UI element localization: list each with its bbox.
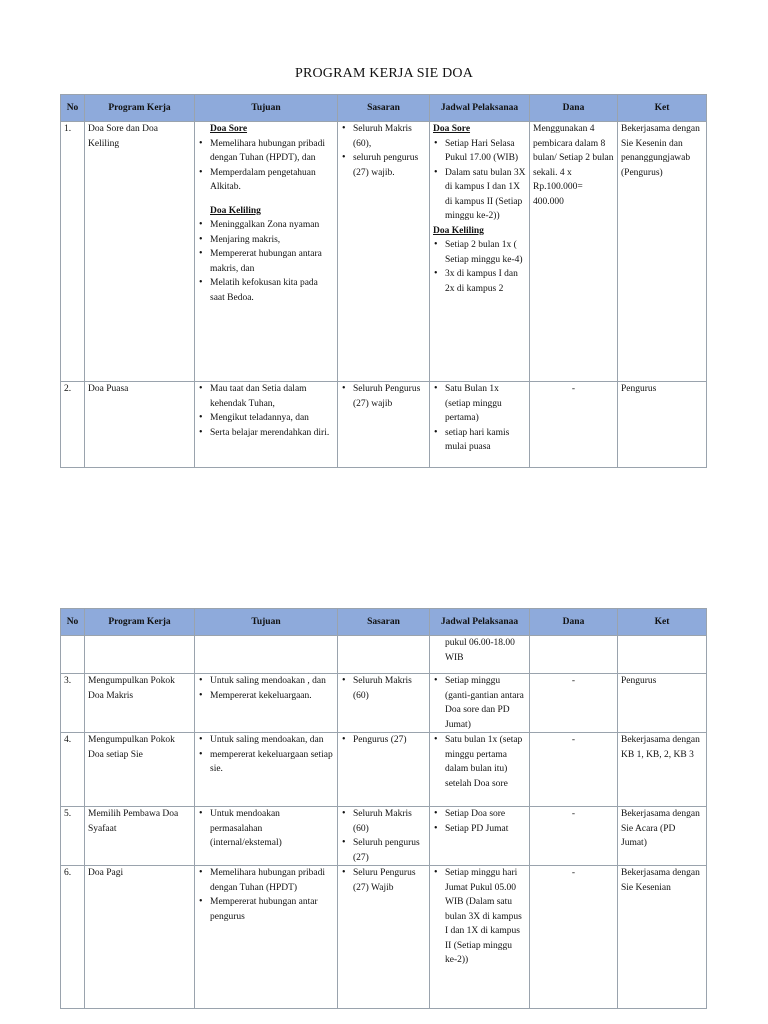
cell-jadwal xyxy=(430,674,530,733)
list-item: • Satu Bulan 1x (setiap minggu pertama) xyxy=(445,382,526,426)
list-item: • Serta belajar merendahkan diri. xyxy=(210,426,334,441)
list-item: • Untuk mendoakan permasalahan (internal/ekstemal) xyxy=(210,807,334,851)
table-row xyxy=(61,122,707,382)
list-item: • seluruh pengurus (27) wajib. xyxy=(353,151,426,180)
header-ket: Ket xyxy=(618,95,707,122)
list-item: • Seluruh Pengurus (27) wajib xyxy=(353,382,426,411)
table-row xyxy=(61,674,707,733)
cell-sasaran xyxy=(338,382,430,468)
list-item: • Menjaring makris, xyxy=(210,233,334,248)
header-no: No xyxy=(61,609,85,636)
list-item: • 3x di kampus I dan 2x di kampus 2 xyxy=(445,267,526,296)
list-item: • Dalam satu bulan 3X di kampus I dan 1X di kampus II (Setiap minggu ke-2)) xyxy=(445,166,526,224)
list-item: • Seluruh Makris (60) xyxy=(353,807,426,836)
list-item: • Setiap Hari Selasa Pukul 17.00 (WIB) xyxy=(445,137,526,166)
cell-program: Doa Pagi xyxy=(85,866,195,1009)
list-item: • Seluruh Makris (60), xyxy=(353,122,426,151)
list-item: • Melatih kefokusan kita pada saat Bedoa. xyxy=(210,276,334,305)
cell-dana: Menggunakan 4 pembicara dalam 8 bulan/ Setiap 2 bulan sekali. 4 x Rp.100.000= 400.000 xyxy=(530,122,618,382)
cell-tujuan xyxy=(195,733,338,807)
list-item: • setiap hari kamis mulai puasa xyxy=(445,426,526,455)
list-item: • Untuk saling mendoakan , dan xyxy=(210,674,334,689)
list-item: • Mau taat dan Setia dalam kehendak Tuhan, xyxy=(210,382,334,411)
cell-ket: Bekerjasama dengan Sie Kesenin dan penanggungjawab (Pengurus) xyxy=(618,122,707,382)
table-row xyxy=(61,866,707,1009)
program-table-1 xyxy=(60,94,707,468)
cell-no: 6. xyxy=(61,866,85,1009)
program-table-2 xyxy=(60,608,707,1009)
continued-text: pukul 06.00-18.00 WIB xyxy=(445,638,515,663)
cell-sasaran xyxy=(338,866,430,1009)
cell-tujuan xyxy=(195,866,338,1009)
list-item: • Satu bulan 1x (setap minggu pertama dalam bulan itu) setelah Doa sore xyxy=(445,733,526,791)
table-row xyxy=(61,382,707,468)
list-item: • Seluru Pengurus (27) Wajib xyxy=(353,866,426,895)
cell-ket: Pengurus xyxy=(618,382,707,468)
cell-program: Mengumpulkan Pokok Doa Makris xyxy=(85,674,195,733)
cell-dana: - xyxy=(530,866,618,1009)
list-item: • Memelihara hubungan pribadi dengan Tuhan (HPDT) xyxy=(210,866,334,895)
list-item: • Setiap minggu (ganti-gantian antara Doa sore dan PD Jumat) xyxy=(445,674,526,732)
header-tujuan: Tujuan xyxy=(195,95,338,122)
table-row xyxy=(61,636,707,674)
header-sasaran: Sasaran xyxy=(338,609,430,636)
list-item: • Seluruh Makris (60) xyxy=(353,674,426,703)
cell-ket: Bekerjasama dengan Sie Acara (PD Jumat) xyxy=(618,807,707,866)
cell-no: 1. xyxy=(61,122,85,382)
cell-jadwal xyxy=(430,122,530,382)
cell-ket: Bekerjasama dengan Sie Kesenian xyxy=(618,866,707,1009)
page-title: PROGRAM KERJA SIE DOA xyxy=(294,66,474,81)
cell-program: Mengumpulkan Pokok Doa setiap Sie xyxy=(85,733,195,807)
header-program: Program Kerja xyxy=(85,95,195,122)
list-item: • Mempererat kekeluargaan. xyxy=(210,689,334,704)
list-item: • Setiap PD Jumat xyxy=(445,822,526,837)
table-header-row xyxy=(61,95,707,122)
header-no: No xyxy=(61,95,85,122)
cell-ket: Bekerjasama dengan KB 1, KB, 2, KB 3 xyxy=(618,733,707,807)
cell-tujuan xyxy=(195,674,338,733)
cell-dana: - xyxy=(530,733,618,807)
cell-jadwal xyxy=(430,866,530,1009)
list-item: • Mengikut teladannya, dan xyxy=(210,411,334,426)
list-item: • mempererat kekeluargaan setiap sie. xyxy=(210,748,334,777)
list-item: • Mempererat hubungan antara makris, dan xyxy=(210,247,334,276)
cell-no: 3. xyxy=(61,674,85,733)
subheading-doa-keliling: Doa Keliling xyxy=(433,225,484,236)
list-item: • Setiap Doa sore xyxy=(445,807,526,822)
cell-no: 4. xyxy=(61,733,85,807)
list-item: • Pengurus (27) xyxy=(353,733,426,748)
cell-sasaran xyxy=(338,807,430,866)
cell-jadwal xyxy=(430,636,530,674)
table-header-row xyxy=(61,609,707,636)
cell-jadwal xyxy=(430,733,530,807)
subheading-doa-keliling: Doa Keliling xyxy=(210,205,261,216)
header-jadwal: Jadwal Pelaksanaa xyxy=(430,95,530,122)
cell-sasaran xyxy=(338,733,430,807)
cell-no: 2. xyxy=(61,382,85,468)
list-item: • Setiap 2 bulan 1x ( Setiap minggu ke-4) xyxy=(445,238,526,267)
table-row xyxy=(61,733,707,807)
subheading-doa-sore: Doa Sore xyxy=(210,124,248,134)
cell-no: 5. xyxy=(61,807,85,866)
list-item: • Untuk saling mendoakan, dan xyxy=(210,733,334,748)
cell-dana: - xyxy=(530,382,618,468)
list-item: • Setiap minggu hari Jumat Pukul 05.00 WIB (Dalam satu bulan 3X di kampus I dan 1X di kampus II (Setiap minggu ke-2)) xyxy=(445,866,526,968)
cell-program: Doa Puasa xyxy=(85,382,195,468)
header-tujuan: Tujuan xyxy=(195,609,338,636)
header-jadwal: Jadwal Pelaksanaa xyxy=(430,609,530,636)
cell-jadwal xyxy=(430,807,530,866)
cell-tujuan xyxy=(195,807,338,866)
table-row xyxy=(61,807,707,866)
cell-tujuan xyxy=(195,122,338,382)
header-dana: Dana xyxy=(530,609,618,636)
subheading-doa-sore: Doa Sore xyxy=(433,124,471,134)
header-program: Program Kerja xyxy=(85,609,195,636)
list-item: • Memperdalam pengetahuan Alkitab. xyxy=(210,166,334,195)
cell-ket: Pengurus xyxy=(618,674,707,733)
header-ket: Ket xyxy=(618,609,707,636)
cell-jadwal xyxy=(430,382,530,468)
header-sasaran: Sasaran xyxy=(338,95,430,122)
cell-sasaran xyxy=(338,674,430,733)
cell-tujuan xyxy=(195,382,338,468)
cell-dana: - xyxy=(530,807,618,866)
list-item: • Mempererat hubungan antar pengurus xyxy=(210,895,334,924)
cell-dana: - xyxy=(530,674,618,733)
list-item: • Memelihara hubungan pribadi dengan Tuhan (HPDT), dan xyxy=(210,137,334,166)
header-dana: Dana xyxy=(530,95,618,122)
cell-sasaran xyxy=(338,122,430,382)
cell-program: Doa Sore dan Doa Keliling xyxy=(85,122,195,382)
list-item: • Seluruh pengurus (27) xyxy=(353,836,426,865)
cell-program: Memilih Pembawa Doa Syafaat xyxy=(85,807,195,866)
list-item: • Meninggalkan Zona nyaman xyxy=(210,218,334,233)
